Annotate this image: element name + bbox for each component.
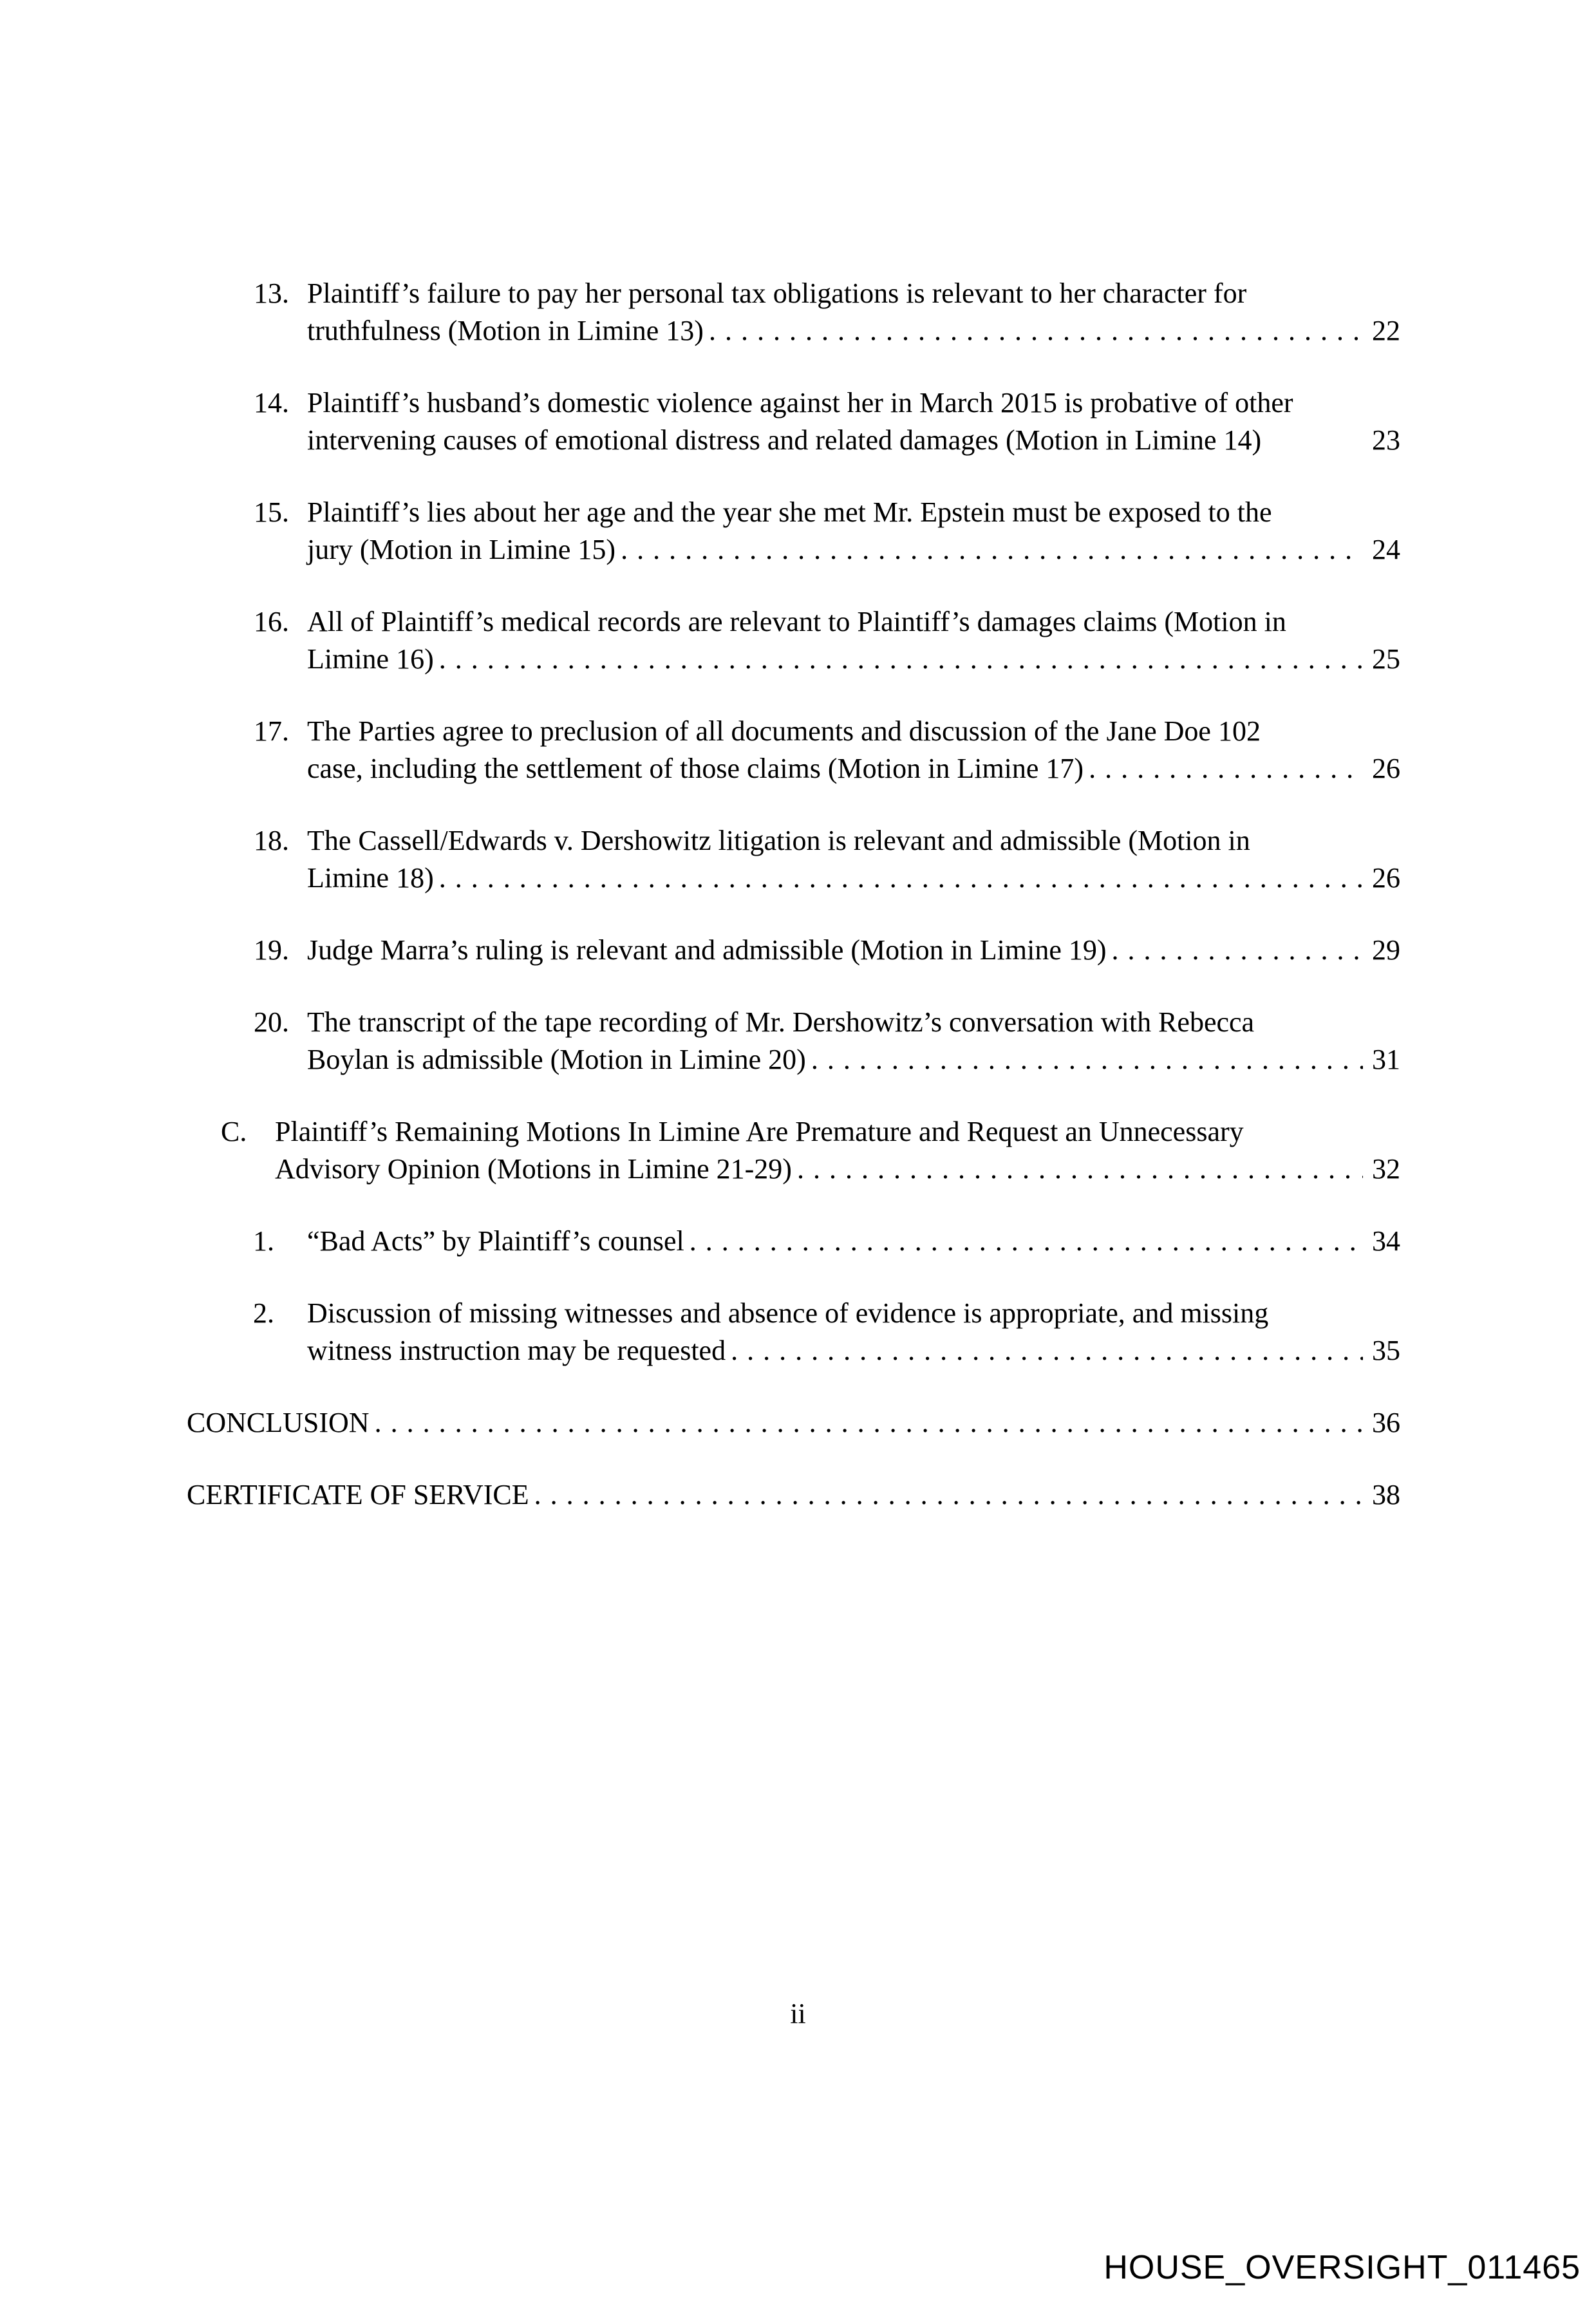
toc-entry-line: Limine 18)	[307, 862, 434, 894]
toc-entry-14	[0, 384, 1400, 459]
toc-entry-lastline	[307, 531, 1400, 569]
toc-entry-lastline	[187, 1404, 1400, 1442]
dot-leader	[439, 641, 1363, 678]
toc-page-number: 35	[1372, 1335, 1400, 1366]
toc-entry-sub-1	[0, 1223, 1400, 1260]
toc-entry-line: Plaintiff’s Remaining Motions In Limine Are Premature and Request an Unnecessary	[275, 1116, 1244, 1147]
toc-entry-17	[0, 713, 1400, 787]
toc-entry-lastline	[187, 1476, 1400, 1514]
dot-leader	[1089, 750, 1363, 787]
bates-stamp-watermark: HOUSE_OVERSIGHT_011465	[1103, 2249, 1581, 2286]
toc-page-number: 25	[1372, 643, 1400, 675]
dot-leader	[731, 1332, 1363, 1369]
toc-entry-lastline	[307, 312, 1400, 350]
toc-entry-number: C.	[221, 1116, 247, 1147]
toc-entry-line: The transcript of the tape recording of Mr. Dershowitz’s conversation with Rebecca	[307, 1006, 1255, 1038]
toc-entry-number: 2.	[253, 1297, 274, 1329]
toc-page-number: 34	[1372, 1225, 1400, 1257]
toc-entry-16	[0, 603, 1400, 678]
toc-entry-lastline	[275, 1151, 1400, 1188]
toc-page-number: 24	[1372, 534, 1400, 565]
toc-entry-20	[0, 1004, 1400, 1078]
toc-entry-lastline	[307, 641, 1400, 678]
toc-page-number: 31	[1372, 1044, 1400, 1075]
toc-page-number: 22	[1372, 315, 1400, 346]
toc-entry-lastline	[307, 750, 1400, 787]
dot-leader	[1266, 422, 1363, 459]
dot-leader	[811, 1041, 1363, 1078]
dot-leader	[621, 531, 1363, 569]
toc-entry-line: Boylan is admissible (Motion in Limine 20)	[307, 1044, 806, 1075]
toc-entry-lastline	[307, 422, 1400, 459]
toc-entry-line: witness instruction may be requested	[307, 1335, 726, 1366]
dot-leader	[1112, 932, 1363, 969]
dot-leader	[439, 860, 1363, 897]
toc-entry-line: truthfulness (Motion in Limine 13)	[307, 315, 704, 346]
toc-entry-19	[0, 932, 1400, 969]
toc-entry-line: jury (Motion in Limine 15)	[307, 534, 616, 565]
toc-page-number: 23	[1372, 424, 1400, 456]
toc-entry-line: The Cassell/Edwards v. Dershowitz litigation is relevant and admissible (Motion in	[307, 825, 1250, 856]
toc-entry-number: 14.	[254, 387, 289, 418]
toc-entry-lastline	[307, 1223, 1400, 1260]
toc-entry-line: Plaintiff’s failure to pay her personal tax obligations is relevant to her character for	[307, 277, 1247, 309]
dot-leader	[690, 1223, 1363, 1260]
toc-entry-line: Limine 16)	[307, 643, 434, 675]
toc-entry-line: Judge Marra’s ruling is relevant and admissible (Motion in Limine 19)	[307, 934, 1107, 966]
toc-page-number: 29	[1372, 934, 1400, 966]
toc-page-number: 26	[1372, 753, 1400, 784]
dot-leader	[709, 312, 1363, 350]
toc-entry-number: 17.	[254, 715, 289, 747]
toc-page-number: 32	[1372, 1153, 1400, 1185]
toc-entry-line: The Parties agree to preclusion of all documents and discussion of the Jane Doe 102	[307, 715, 1261, 747]
toc-entry-line: All of Plaintiff’s medical records are relevant to Plaintiff’s damages claims (Motion in	[307, 606, 1286, 637]
toc-entry-line: “Bad Acts” by Plaintiff’s counsel	[307, 1225, 684, 1257]
toc-entry-sub-2	[0, 1295, 1400, 1369]
toc-entry-line: CONCLUSION	[187, 1407, 370, 1438]
toc-entry-line: Advisory Opinion (Motions in Limine 21-29)	[275, 1153, 792, 1185]
toc-entry-lastline	[307, 1041, 1400, 1078]
toc-entry-18	[0, 822, 1400, 897]
toc-entry-number: 13.	[254, 277, 289, 309]
page-number-label: ii	[790, 1998, 806, 2029]
dot-leader	[375, 1404, 1363, 1442]
dot-leader	[797, 1151, 1363, 1188]
toc-entry-line: CERTIFICATE OF SERVICE	[187, 1479, 529, 1510]
toc-entry-lastline	[307, 1332, 1400, 1369]
table-of-contents	[0, 275, 1400, 1548]
toc-entry-number: 16.	[254, 606, 289, 637]
toc-entry-13	[0, 275, 1400, 350]
toc-page-number: 26	[1372, 862, 1400, 894]
toc-entry-number: 20.	[254, 1006, 289, 1038]
toc-entry-number: 15.	[254, 496, 289, 528]
toc-entry-lastline	[307, 860, 1400, 897]
toc-page-number: 38	[1372, 1479, 1400, 1510]
toc-entry-number: 18.	[254, 825, 289, 856]
toc-entry-line: case, including the settlement of those claims (Motion in Limine 17)	[307, 753, 1084, 784]
toc-entry-conclusion	[0, 1404, 1400, 1442]
toc-entry-number: 1.	[253, 1225, 274, 1257]
toc-entry-certificate-of-service	[0, 1476, 1400, 1514]
toc-entry-line: Discussion of missing witnesses and absence of evidence is appropriate, and missing	[307, 1297, 1269, 1329]
dot-leader	[534, 1476, 1363, 1514]
toc-page-number: 36	[1372, 1407, 1400, 1438]
toc-entry-number: 19.	[254, 934, 289, 966]
toc-entry-line: Plaintiff’s lies about her age and the year she met Mr. Epstein must be exposed to the	[307, 496, 1272, 528]
toc-entry-line: intervening causes of emotional distress and related damages (Motion in Limine 14)	[307, 424, 1262, 456]
toc-entry-lastline	[307, 932, 1400, 969]
toc-entry-line: Plaintiff’s husband’s domestic violence against her in March 2015 is probative of other	[307, 387, 1293, 418]
toc-entry-15	[0, 494, 1400, 569]
toc-entry-C	[0, 1113, 1400, 1188]
